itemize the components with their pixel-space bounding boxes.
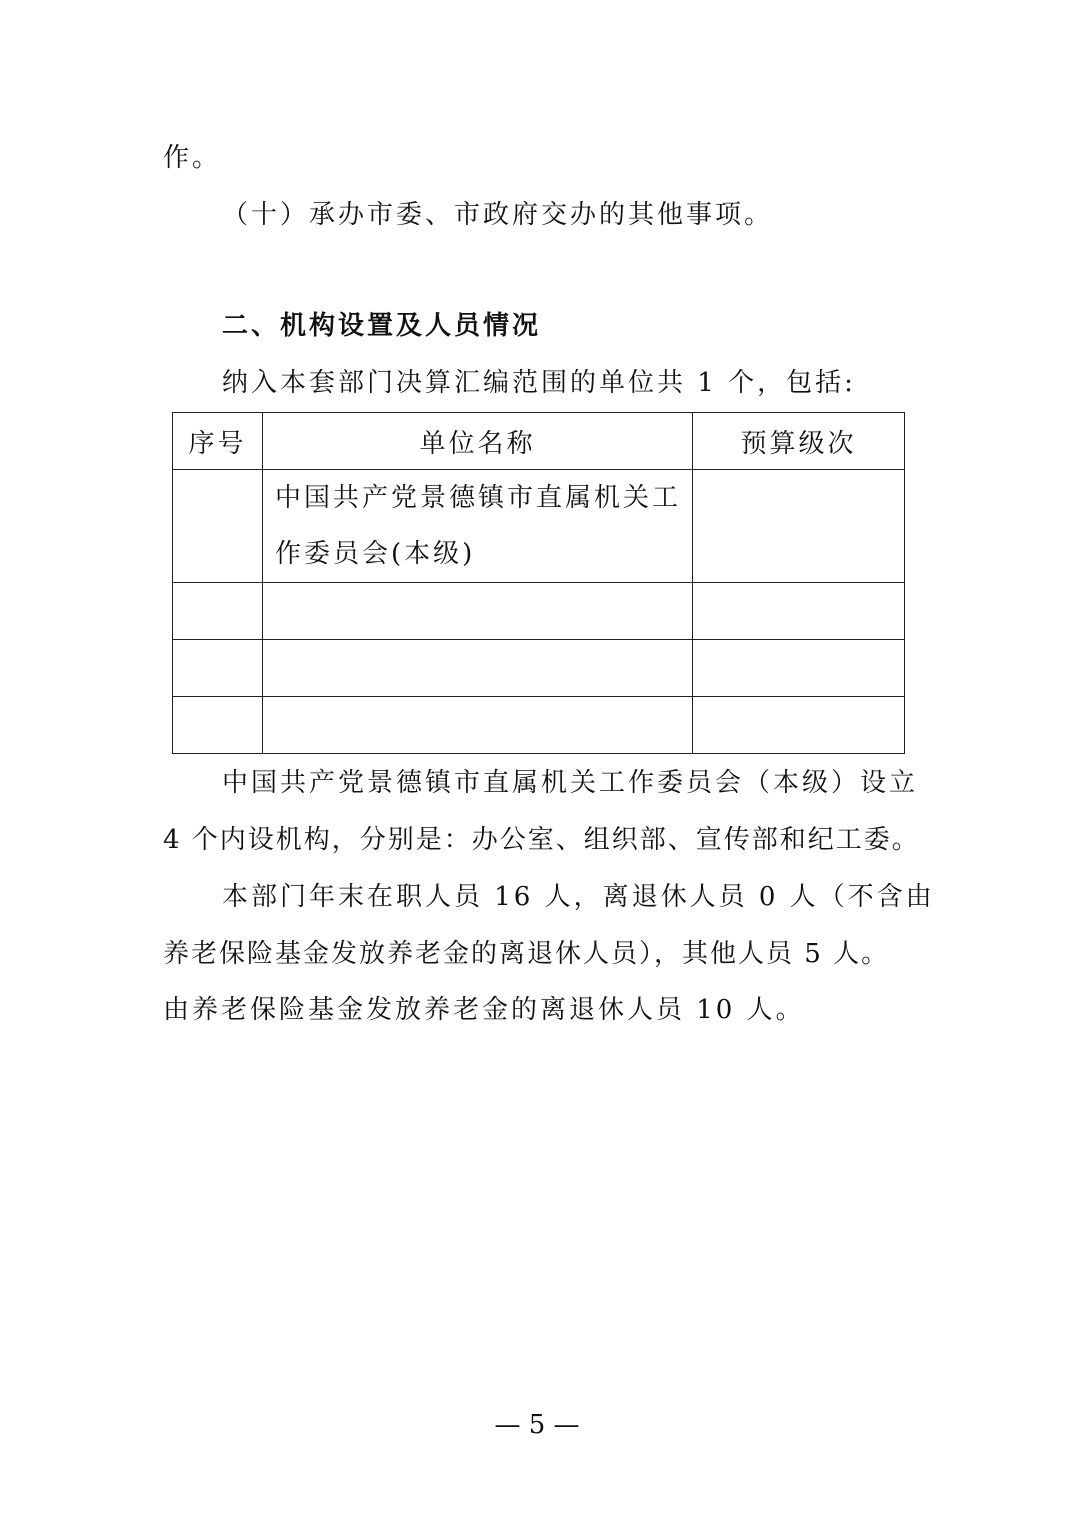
table-cell bbox=[263, 640, 693, 697]
table-row bbox=[173, 583, 905, 640]
section-heading: 二、机构设置及人员情况 bbox=[222, 311, 542, 341]
table-row bbox=[173, 697, 905, 754]
table-cell bbox=[173, 470, 263, 583]
unit-table bbox=[172, 412, 905, 754]
table-cell bbox=[173, 640, 263, 697]
table-cell bbox=[173, 697, 263, 754]
text-line: （十）承办市委、市政府交办的其他事项。 bbox=[222, 200, 774, 230]
table-cell bbox=[173, 583, 263, 640]
text-line: 作。 bbox=[163, 143, 222, 173]
text-line: 纳入本套部门决算汇编范围的单位共 1 个，包括: bbox=[222, 368, 856, 398]
table-header-row bbox=[173, 413, 905, 470]
header-cell: 单位名称 bbox=[263, 413, 693, 470]
table-cell bbox=[263, 697, 693, 754]
table-cell bbox=[263, 583, 693, 640]
table-row bbox=[173, 640, 905, 697]
page-number: — 5 — bbox=[494, 1410, 580, 1440]
table-row bbox=[173, 470, 905, 583]
header-cell: 序号 bbox=[173, 413, 263, 470]
table-cell: 中国共产党景德镇市直属机关工作委员会(本级) bbox=[263, 470, 693, 583]
text-line: 4 个内设机构，分别是：办公室、组织部、宣传部和纪工委。 bbox=[163, 825, 920, 855]
table-cell bbox=[693, 583, 905, 640]
text-line: 中国共产党景德镇市直属机关工作委员会（本级）设立 bbox=[222, 768, 919, 798]
text-line: 本部门年末在职人员 16 人，离退休人员 0 人（不含由 bbox=[222, 882, 935, 912]
table-cell bbox=[693, 640, 905, 697]
text-line: 养老保险基金发放养老金的离退休人员），其他人员 5 人。 bbox=[163, 939, 890, 969]
text-line: 由养老保险基金发放养老金的离退休人员 10 人。 bbox=[163, 995, 805, 1025]
table-cell bbox=[693, 470, 905, 583]
header-cell: 预算级次 bbox=[693, 413, 905, 470]
table-cell bbox=[693, 697, 905, 754]
